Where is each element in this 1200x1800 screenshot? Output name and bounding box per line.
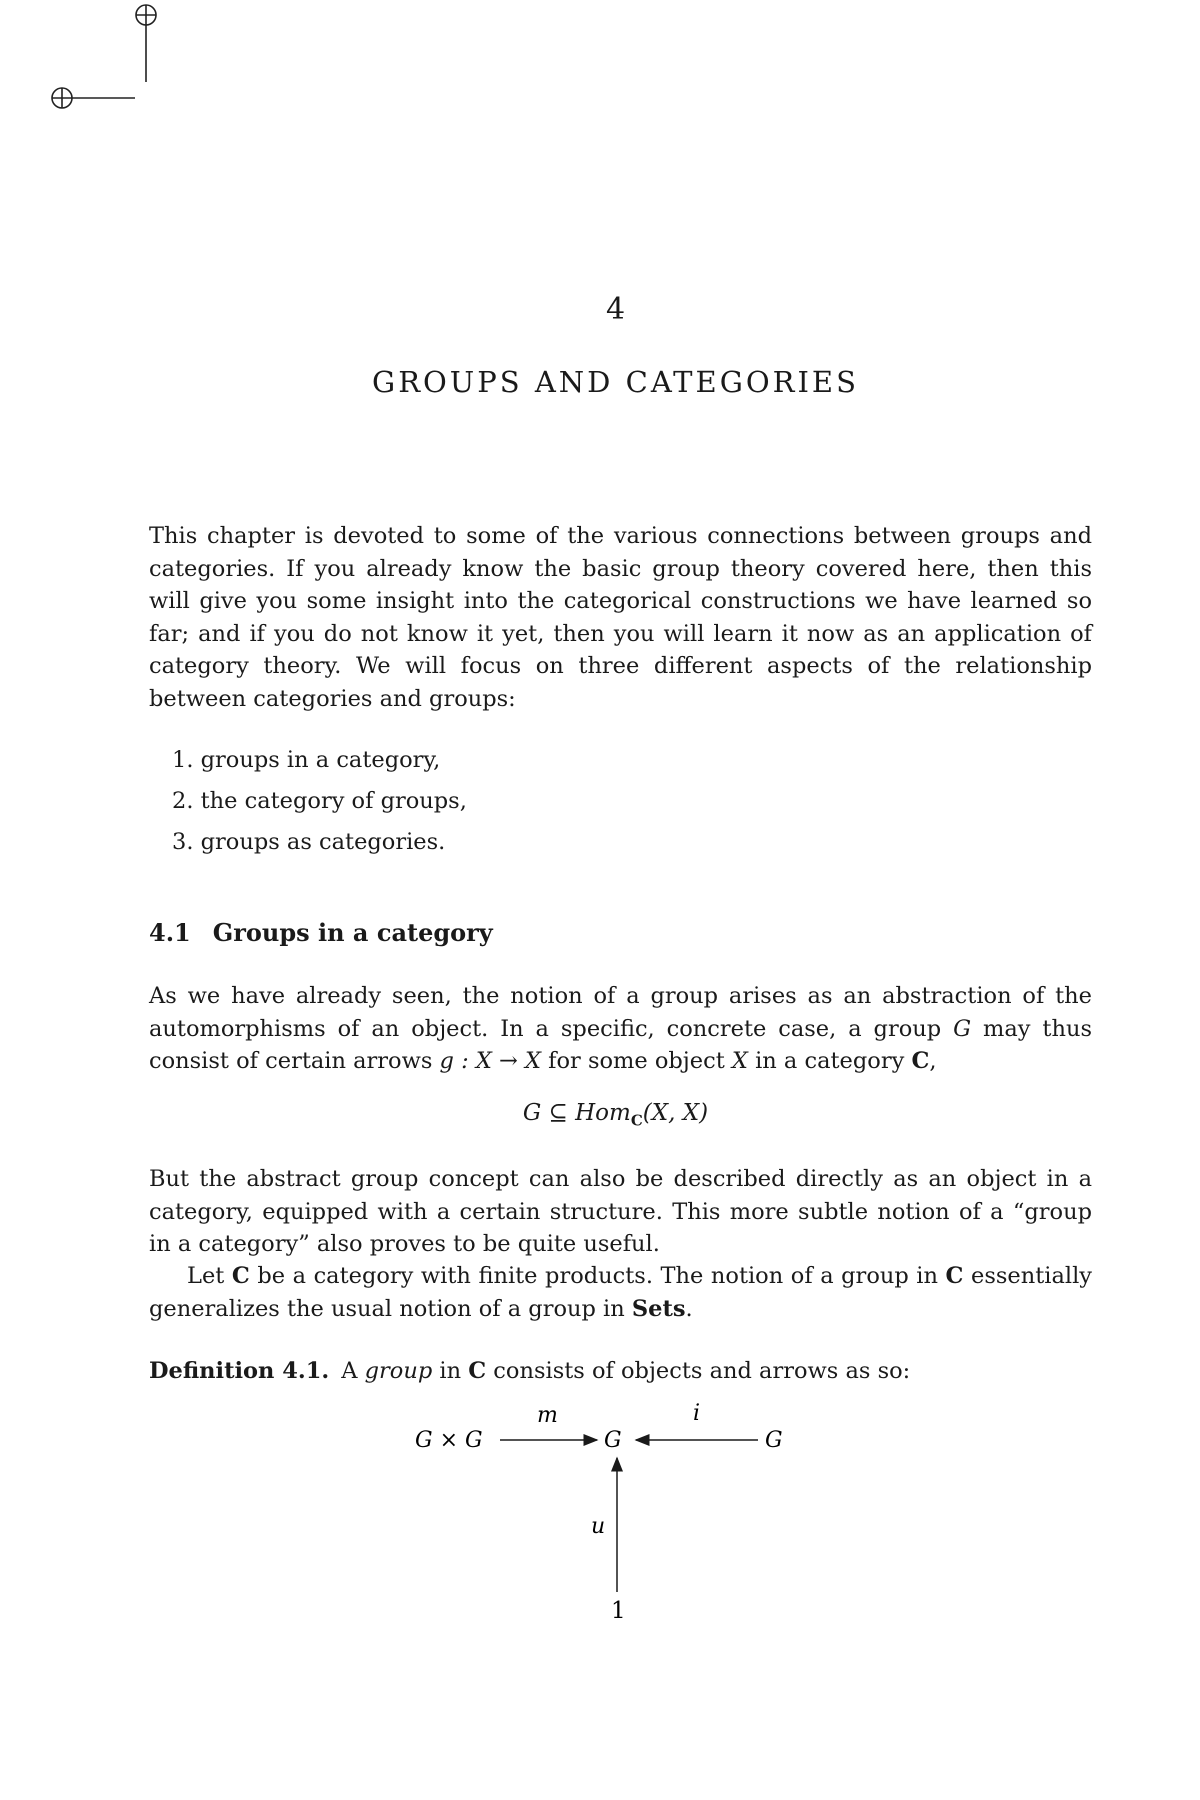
math-symbol: C — [945, 1263, 964, 1289]
aspects-list — [172, 740, 467, 863]
math-symbol: Sets — [631, 1295, 686, 1322]
text-span: may thus consist of certain arrows — [149, 1015, 1092, 1074]
math-symbol: C — [911, 1048, 930, 1074]
object-terminal-one: 1 — [611, 1598, 626, 1624]
math-expression: g : X → X — [439, 1048, 542, 1074]
section-heading — [149, 918, 493, 947]
text-span: in a category — [747, 1048, 912, 1074]
crop-marks — [0, 0, 160, 120]
emphasis: group — [364, 1358, 433, 1384]
text-span: consists of objects and arrows as so: — [486, 1358, 911, 1384]
paragraph-finite-products — [149, 1260, 1092, 1325]
definition-4-1 — [149, 1358, 910, 1384]
math-symbol: G — [953, 1015, 972, 1042]
section-title: Groups in a category — [212, 918, 493, 947]
list-item: 2. the category of groups, — [172, 788, 467, 814]
arrow-u-label: u — [591, 1514, 606, 1539]
chapter-title: GROUPS AND CATEGORIES — [372, 365, 859, 399]
list-item: 3. groups as categories. — [172, 829, 446, 855]
intro-paragraph: This chapter is devoted to some of the various connections between groups and categories. If you already know the basic group theory covered here, then this will give you some insight into the categorical constructions we have learned so far; and if you do not know it yet, then you will learn it now as an application of category theory. We will focus on three different aspects of the relationship between categories and groups: — [149, 523, 1092, 712]
text-span: . — [685, 1295, 693, 1322]
text-span: for some object — [541, 1048, 732, 1074]
paragraph-abstract-group: But the abstract group concept can also be described directly as an object in a category, equipped with a certain structure. This more subtle notion of a “group in a category” also proves to be quite useful. — [149, 1166, 1092, 1257]
chapter-number: 4 — [605, 292, 626, 327]
arrow-i-label: i — [693, 1401, 701, 1426]
arrow-m-label: m — [537, 1403, 558, 1428]
list-item: 1. groups in a category, — [172, 747, 441, 773]
definition-label: Definition 4.1. — [149, 1358, 330, 1384]
math-symbol: C — [468, 1358, 487, 1384]
equation-subscript: C — [630, 1111, 643, 1130]
object-g-right: G — [765, 1428, 783, 1453]
math-symbol: C — [231, 1263, 250, 1289]
section-number: 4.1 — [149, 918, 191, 947]
text-span: , — [929, 1048, 937, 1074]
text-span: in — [432, 1358, 469, 1384]
text-span: Let — [187, 1263, 232, 1289]
equation-lhs: G ⊆ Hom — [522, 1100, 631, 1126]
display-equation — [0, 1100, 1200, 1130]
object-g-times-g: G × G — [415, 1428, 483, 1453]
text-span: As we have already seen, the notion of a group arises as an abstraction of the automorphisms of an object. In a specific, concrete case, a group — [149, 983, 1092, 1042]
paragraph-groups-abstraction — [149, 980, 1092, 1078]
text-span: essentially generalizes the usual notion of a group in — [149, 1263, 1092, 1322]
math-symbol: X — [731, 1048, 748, 1074]
equation-rhs: (X, X) — [642, 1100, 709, 1126]
text-span: be a category with finite products. The notion of a group in — [249, 1263, 946, 1289]
object-g-center: G — [604, 1428, 622, 1453]
text-span: A — [341, 1358, 365, 1384]
